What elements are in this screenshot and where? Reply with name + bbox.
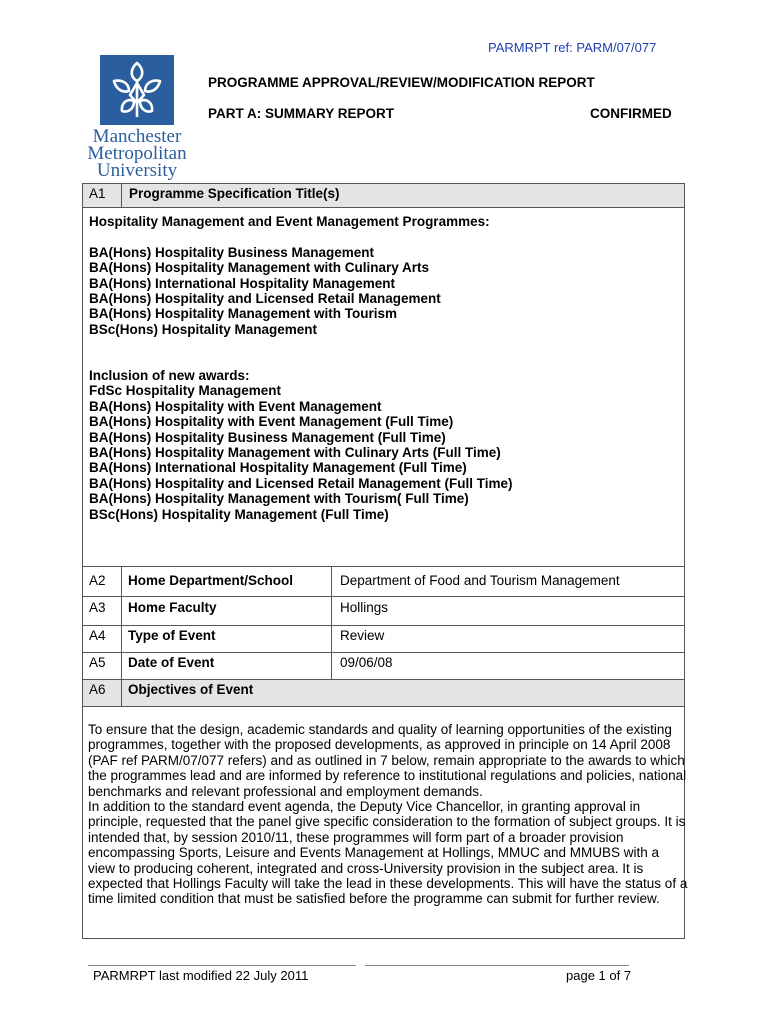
page-number: page 1 of 7 [566, 968, 632, 983]
programme-item: BA(Hons) Hospitality Management with Tourism [89, 306, 398, 322]
table-row [83, 597, 684, 626]
new-award-item: BA(Hons) Hospitality with Event Management [89, 398, 382, 414]
objectives-paragraph-1: To ensure that the design, academic standards and quality of learning opportunities of the existing programmes, together with the proposed developments, as approved in principle on 14 April 2008 (PAF ref PARM/07/077 refers) and as outlined in 7 below, remain appropriate to the awards to which the programmes lead and are informed by reference to institutional regulations and policies, national benchmarks and relevant professional and employment demands. [88, 722, 687, 799]
row-number: A4 [89, 628, 106, 643]
a6-label: Objectives of Event [121, 680, 683, 706]
new-award-item: BA(Hons) Hospitality Management with Tourism( Full Time) [89, 491, 469, 507]
row-label: Home Faculty [121, 597, 331, 625]
programme-item: BA(Hons) Hospitality Management with Culinary Arts [89, 260, 430, 276]
programme-titles [89, 214, 679, 522]
document-reference: PARMRPT ref: PARM/07/077 [488, 40, 657, 55]
new-award-item: BA(Hons) Hospitality Management with Culinary Arts (Full Time) [89, 445, 501, 461]
row-value: Review [331, 626, 683, 652]
new-awards-heading: Inclusion of new awards: [89, 368, 250, 384]
a1-number: A1 [89, 186, 106, 201]
row-number: A2 [89, 573, 106, 588]
footer-modified: PARMRPT last modified 22 July 2011 [93, 968, 309, 983]
programmes-intro: Hospitality Management and Event Management Programmes: [89, 214, 490, 229]
footer-rule-right [365, 965, 629, 966]
row-number: A3 [89, 600, 106, 615]
programme-item: BA(Hons) Hospitality and Licensed Retail Management [89, 291, 441, 307]
status-label: CONFIRMED [590, 106, 672, 121]
a6-number: A6 [89, 682, 106, 697]
new-award-item: BA(Hons) International Hospitality Management (Full Time) [89, 460, 467, 476]
a6-header-row [83, 680, 684, 707]
row-label: Type of Event [121, 626, 331, 652]
university-logo [78, 55, 196, 183]
a1-header-row [83, 184, 684, 208]
row-value: Department of Food and Tourism Management [331, 567, 683, 596]
table-row [83, 626, 684, 653]
objectives-text [88, 722, 688, 907]
table-row [83, 566, 684, 597]
table-row [83, 653, 684, 680]
new-award-item: FdSc Hospitality Management [89, 383, 282, 399]
row-label: Home Department/School [121, 567, 331, 596]
report-title: PROGRAMME APPROVAL/REVIEW/MODIFICATION REPORT [208, 75, 595, 90]
programme-item: BA(Hons) Hospitality Business Management [89, 244, 375, 260]
objectives-paragraph-2: In addition to the standard event agenda, the Deputy Vice Chancellor, in granting approval in principle, requested that the panel give specific consideration to the formation of subject groups. It is intended that, by session 2010/11, these programmes will form part of a broader provision encompassing Sports, Leisure and Events Management at Hollings, MMUC and MMUBS with a view to producing coherent, integrated and cross-University provision in the subject area. It is expected that Hollings Faculty will take the lead in these developments. This will have the status of a time limited condition that must be satisfied before the programme can submit for further review. [88, 799, 688, 907]
logo-line-1: Manchester [92, 126, 182, 147]
summary-table [82, 183, 688, 939]
row-number: A5 [89, 655, 106, 670]
row-value: 09/06/08 [331, 653, 683, 679]
a1-label: Programme Specification Title(s) [121, 184, 681, 207]
new-award-item: BA(Hons) Hospitality with Event Management (Full Time) [89, 414, 454, 430]
university-name [78, 128, 196, 179]
row-label: Date of Event [121, 653, 331, 679]
programme-item: BA(Hons) International Hospitality Management [89, 275, 396, 291]
new-award-item: BA(Hons) Hospitality and Licensed Retail Management (Full Time) [89, 475, 513, 491]
new-award-item: BA(Hons) Hospitality Business Management (Full Time) [89, 429, 446, 445]
logo-line-2: Metropolitan [87, 143, 187, 164]
row-value: Hollings [331, 597, 683, 625]
part-heading: PART A: SUMMARY REPORT [208, 106, 395, 121]
new-award-item: BSc(Hons) Hospitality Management (Full Time) [89, 506, 389, 522]
logo-line-3: University [96, 160, 178, 181]
programme-item: BSc(Hons) Hospitality Management [89, 321, 318, 337]
footer-rule-left [88, 965, 356, 966]
logo-emblem-icon [100, 55, 174, 125]
